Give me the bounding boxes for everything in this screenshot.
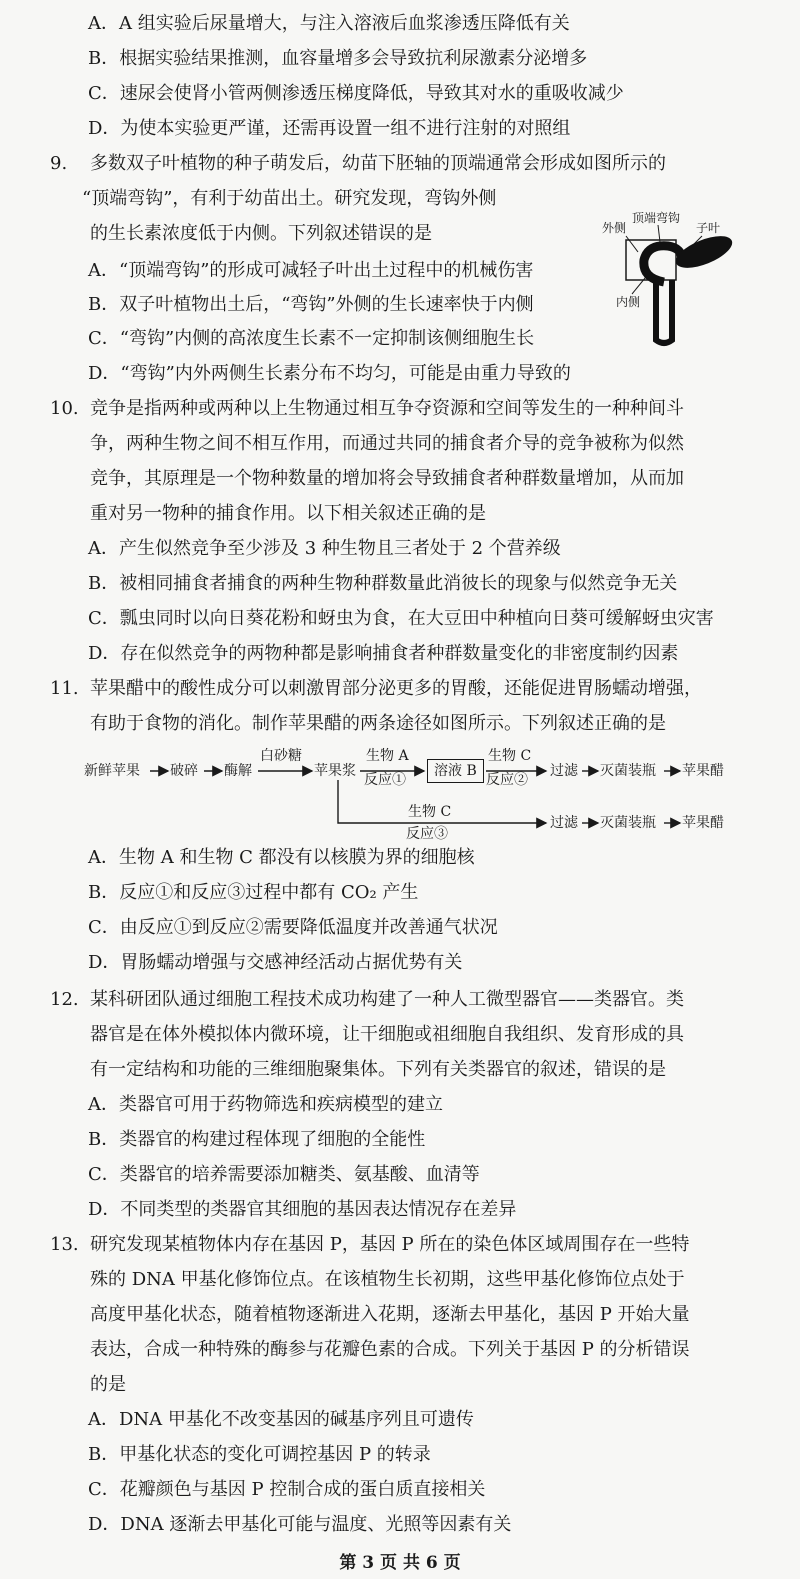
q9-stem-line1: 多数双子叶植物的种子萌发后，幼苗下胚轴的顶端通常会形成如图所示的: [90, 153, 666, 174]
q13-option-b: B．甲基化状态的变化可调控基因 P 的转录: [88, 1444, 431, 1465]
q9-stem-line3: 的生长素浓度低于内侧。下列叙述错误的是: [90, 223, 432, 244]
figure-label-inner: 内侧: [616, 295, 641, 309]
flow-solution-b: 溶液 B: [427, 759, 484, 783]
q10-stem-line4: 重对另一物种的捕食作用。以下相关叙述正确的是: [90, 503, 486, 524]
figure-label-cotyledon: 子叶: [696, 221, 721, 235]
flow-sterilize-2: 灭菌装瓶: [600, 815, 656, 831]
flow-arrows: [0, 740, 800, 840]
q8-option-b: B．根据实验结果推测，血容量增多会导致抗利尿激素分泌增多: [88, 48, 588, 69]
q11-option-a: A．生物 A 和生物 C 都没有以核膜为界的细胞核: [88, 847, 475, 868]
q13-number: 13.: [50, 1234, 79, 1255]
q9-option-c: C．“弯钩”内侧的高浓度生长素不一定抑制该侧细胞生长: [88, 328, 535, 349]
q9-option-a: A．“顶端弯钩”的形成可减轻子叶出土过程中的机械伤害: [88, 260, 534, 281]
q11-option-d: D．胃肠蠕动增强与交感神经活动占据优势有关: [88, 952, 463, 973]
q13-stem-line5: 的是: [90, 1374, 126, 1395]
page-footer: 第 3 页 共 6 页: [339, 1553, 461, 1573]
q11-stem-line2: 有助于食物的消化。制作苹果醋的两条途径如图所示。下列叙述正确的是: [90, 713, 666, 734]
q9-number: 9.: [50, 153, 68, 174]
flow-filter-2: 过滤: [550, 815, 578, 831]
flow-organism-a: 生物 A: [366, 748, 409, 764]
flow-vinegar-1: 苹果醋: [682, 763, 724, 779]
flow-sugar: 白砂糖: [260, 748, 302, 764]
q12-stem-line1: 某科研团队通过细胞工程技术成功构建了一种人工微型器官——类器官。类: [90, 989, 684, 1010]
q13-option-d: D．DNA 逐渐去甲基化可能与温度、光照等因素有关: [88, 1514, 512, 1535]
flow-organism-c-2: 生物 C: [408, 804, 452, 820]
q8-option-c: C．速尿会使肾小管两侧渗透压梯度降低，导致其对水的重吸收减少: [88, 83, 624, 104]
q11-number: 11.: [50, 678, 79, 699]
q8-option-d: D．为使本实验更严谨，还需再设置一组不进行注射的对照组: [88, 118, 571, 139]
flow-organism-c-1: 生物 C: [488, 748, 532, 764]
q12-stem-line3: 有一定结构和功能的三维细胞聚集体。下列有关类器官的叙述，错误的是: [90, 1059, 666, 1080]
q10-stem-line2: 争，两种生物之间不相互作用，而通过共同的捕食者介导的竞争被称为似然: [90, 433, 684, 454]
q13-stem-line4: 表达，合成一种特殊的酶参与花瓣色素的合成。下列关于基因 P 的分析错误: [90, 1339, 690, 1360]
q10-stem-line3: 竞争，其原理是一个物种数量的增加将会导致捕食者种群数量增加，从而加: [90, 468, 684, 489]
apical-hook-figure: [598, 200, 738, 350]
q12-option-a: A．类器官可用于药物筛选和疾病模型的建立: [88, 1094, 443, 1115]
q10-option-d: D．存在似然竞争的两物种都是影响捕食者种群数量变化的非密度制约因素: [88, 643, 679, 664]
figure-label-outer: 外侧: [602, 221, 627, 235]
q12-option-d: D．不同类型的类器官其细胞的基因表达情况存在差异: [88, 1199, 517, 1220]
q13-stem-line1: 研究发现某植物体内存在基因 P，基因 P 所在的染色体区域周围存在一些特: [90, 1234, 690, 1255]
flow-apple-pulp: 苹果浆: [314, 763, 356, 779]
q13-stem-line3: 高度甲基化状态，随着植物逐渐进入花期，逐渐去甲基化，基因 P 开始大量: [90, 1304, 690, 1325]
q12-stem-line2: 器官是在体外模拟体内微环境，让干细胞或祖细胞自我组织、发育形成的具: [90, 1024, 684, 1045]
q13-option-c: C．花瓣颜色与基因 P 控制合成的蛋白质直接相关: [88, 1479, 486, 1500]
flow-fresh-apple: 新鲜苹果: [84, 763, 140, 779]
q8-option-a: A．A 组实验后尿量增大，与注入溶液后血浆渗透压降低有关: [88, 13, 570, 34]
q9-option-b: B．双子叶植物出土后，“弯钩”外侧的生长速率快于内侧: [88, 294, 534, 315]
q10-option-b: B．被相同捕食者捕食的两种生物种群数量此消彼长的现象与似然竞争无关: [88, 573, 678, 594]
q10-option-c: C．瓢虫同时以向日葵花粉和蚜虫为食，在大豆田中种植向日葵可缓解蚜虫灾害: [88, 608, 714, 629]
flow-enzymolysis: 酶解: [224, 763, 252, 779]
figure-label-hook: 顶端弯钩: [632, 211, 681, 225]
q12-option-b: B．类器官的构建过程体现了细胞的全能性: [88, 1129, 426, 1150]
q10-number: 10.: [50, 398, 79, 419]
q13-option-a: A．DNA 甲基化不改变基因的碱基序列且可遗传: [88, 1409, 474, 1430]
flow-sterilize-1: 灭菌装瓶: [600, 763, 656, 779]
q9-stem-line2: “顶端弯钩”，有利于幼苗出土。研究发现，弯钩外侧: [82, 188, 497, 209]
flow-reaction-1: 反应①: [364, 772, 406, 788]
flow-reaction-3: 反应③: [406, 826, 448, 842]
q11-option-b: B．反应①和反应③过程中都有 CO₂ 产生: [88, 882, 419, 903]
q9-option-d: D．“弯钩”内外两侧生长素分布不均匀，可能是由重力导致的: [88, 363, 571, 384]
q11-option-c: C．由反应①到反应②需要降低温度并改善通气状况: [88, 917, 498, 938]
q13-stem-line2: 殊的 DNA 甲基化修饰位点。在该植物生长初期，这些甲基化修饰位点处于: [90, 1269, 685, 1290]
flow-filter-1: 过滤: [550, 763, 578, 779]
flow-reaction-2: 反应②: [486, 772, 528, 788]
q12-option-c: C．类器官的培养需要添加糖类、氨基酸、血清等: [88, 1164, 480, 1185]
q10-option-a: A．产生似然竞争至少涉及 3 种生物且三者处于 2 个营养级: [88, 538, 561, 559]
flow-vinegar-2: 苹果醋: [682, 815, 724, 831]
q10-stem-line1: 竞争是指两种或两种以上生物通过相互争夺资源和空间等发生的一种种间斗: [90, 398, 684, 419]
q11-stem-line1: 苹果醋中的酸性成分可以刺激胃部分泌更多的胃酸，还能促进胃肠蠕动增强，: [90, 678, 702, 699]
q12-number: 12.: [50, 989, 79, 1010]
flow-crush: 破碎: [170, 763, 198, 779]
